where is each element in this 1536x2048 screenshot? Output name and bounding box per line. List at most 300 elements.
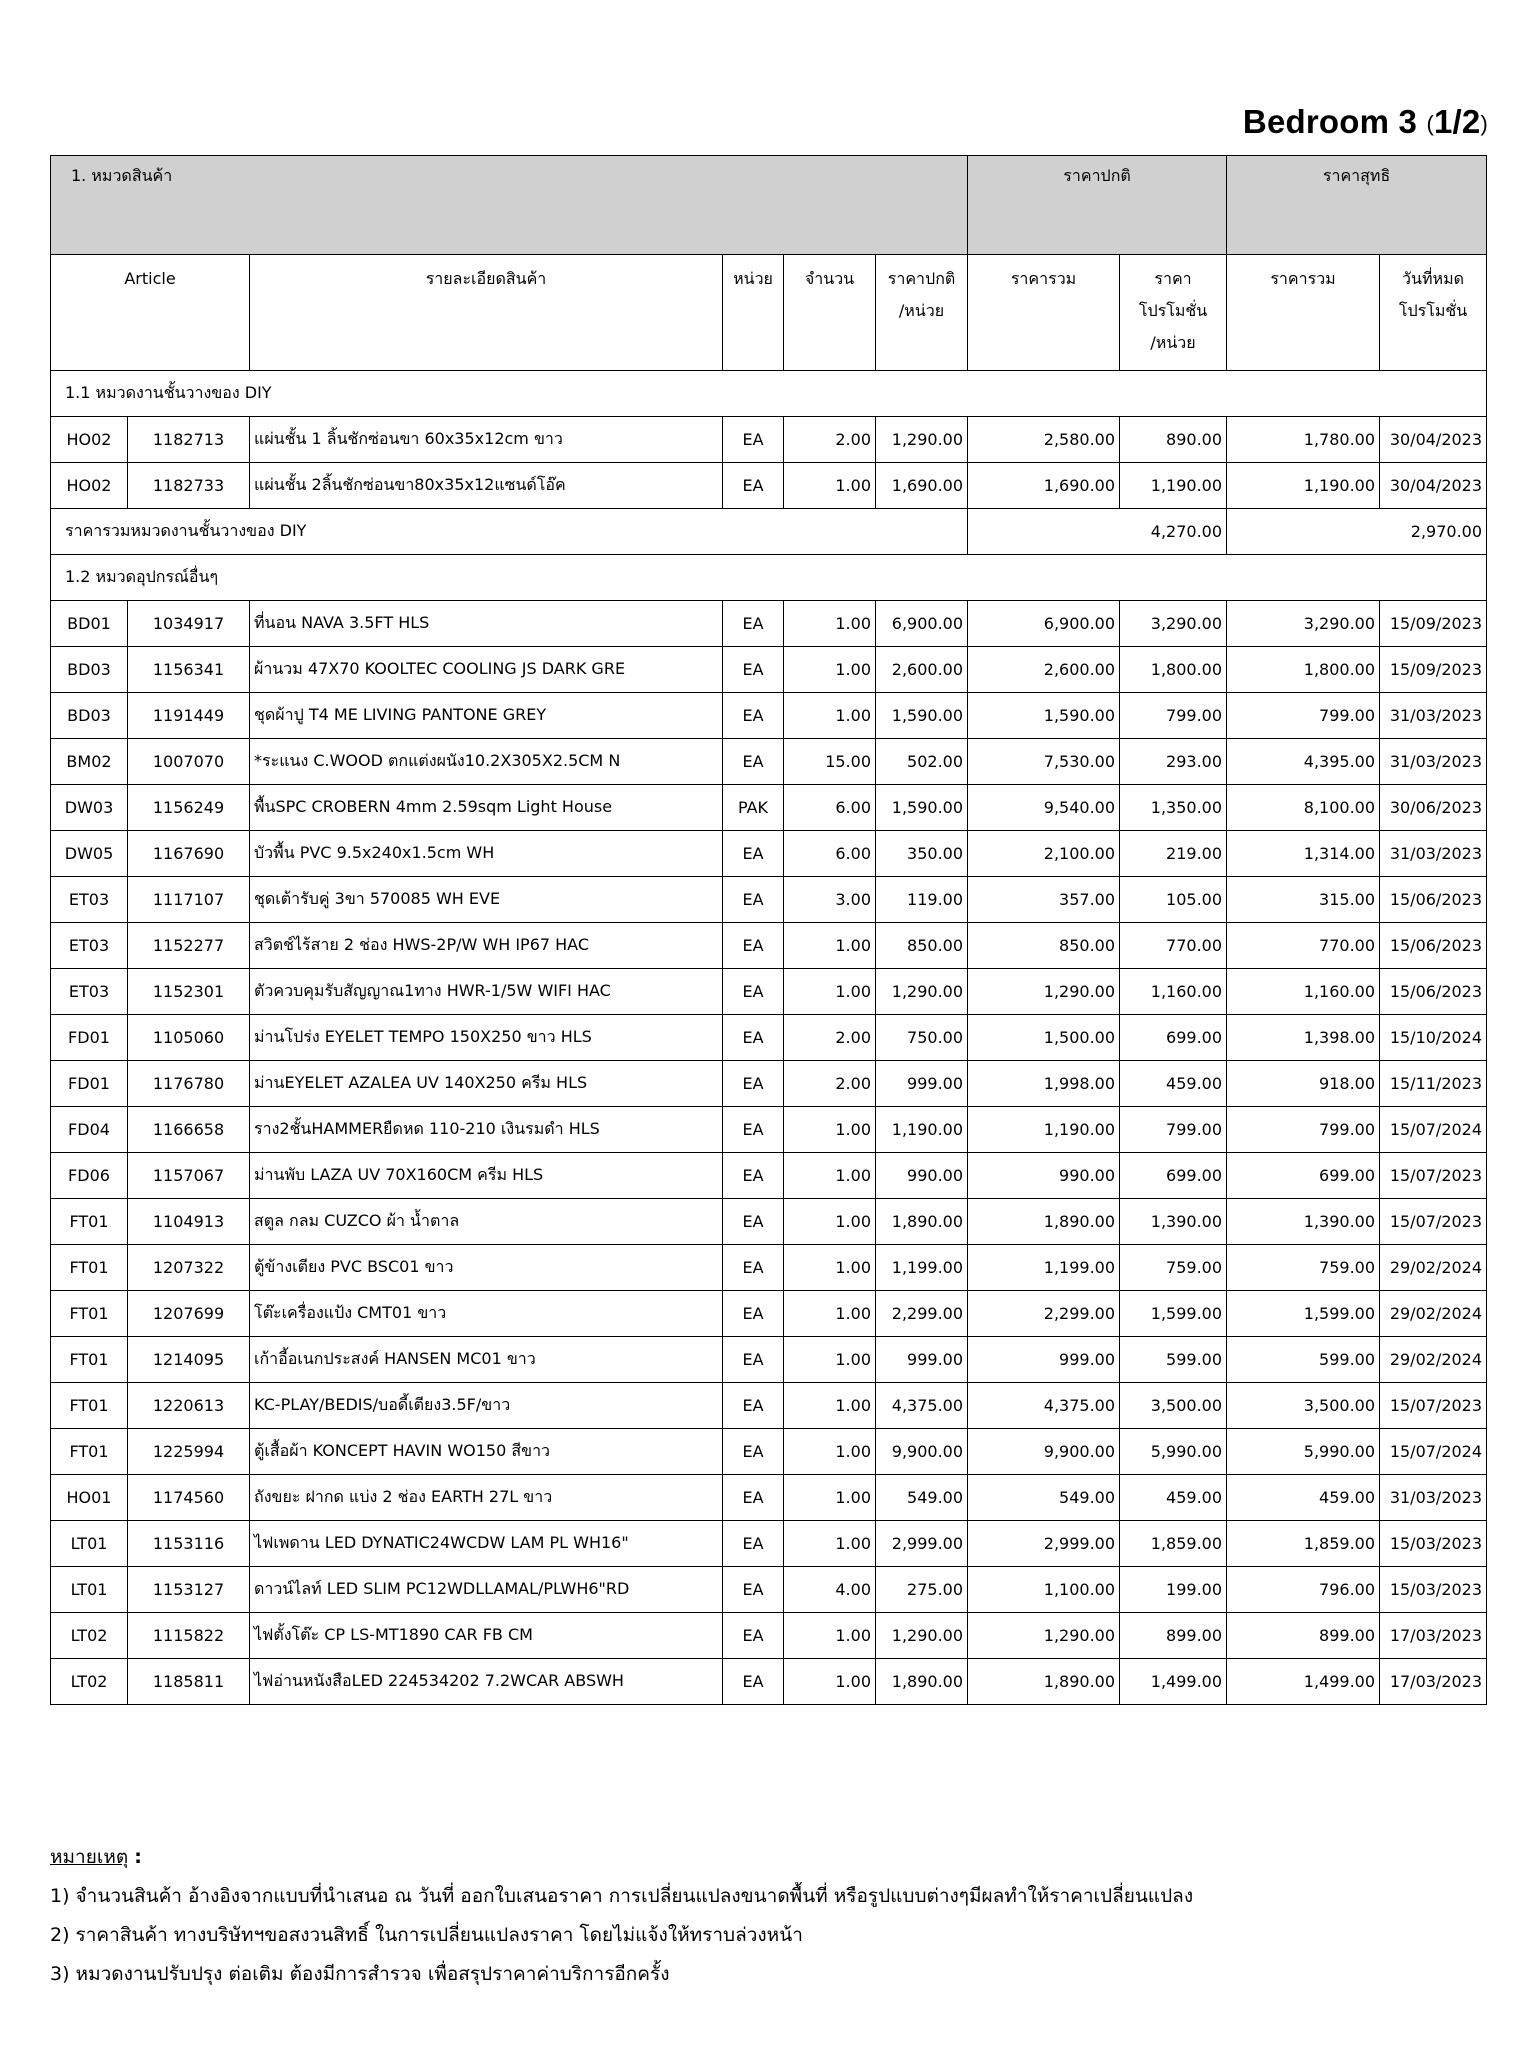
- category-label: 1. หมวดสินค้า: [51, 156, 968, 255]
- cell-description: แผ่นชั้น 1 ลิ้นชักซ่อนขา 60x35x12cm ขาว: [250, 417, 723, 463]
- net-price-group: ราคาสุทธิ: [1227, 156, 1487, 255]
- cell-unit: EA: [723, 1337, 784, 1383]
- cell-promo-price: 759.00: [1120, 1245, 1227, 1291]
- section-header: [51, 555, 1487, 601]
- cell-group: DW05: [51, 831, 128, 877]
- cell-quantity: 1.00: [784, 923, 876, 969]
- cell-group: FT01: [51, 1245, 128, 1291]
- table-row: [51, 1475, 1487, 1521]
- cell-unit: EA: [723, 1061, 784, 1107]
- cell-group: FD01: [51, 1061, 128, 1107]
- cell-promo-end: 15/06/2023: [1380, 969, 1487, 1015]
- cell-promo-end: 15/06/2023: [1380, 923, 1487, 969]
- table-row: [51, 1061, 1487, 1107]
- cell-total: 2,100.00: [968, 831, 1120, 877]
- subtotal-row: [51, 509, 1487, 555]
- cell-promo-end: 15/07/2023: [1380, 1199, 1487, 1245]
- cell-net-total: 3,290.00: [1227, 601, 1380, 647]
- cell-article: 1117107: [128, 877, 250, 923]
- cell-promo-end: 30/04/2023: [1380, 417, 1487, 463]
- cell-unit: EA: [723, 1245, 784, 1291]
- cell-unit-price: 502.00: [876, 739, 968, 785]
- cell-article: 1153127: [128, 1567, 250, 1613]
- cell-quantity: 1.00: [784, 969, 876, 1015]
- cell-promo-price: 5,990.00: [1120, 1429, 1227, 1475]
- cell-group: HO02: [51, 463, 128, 509]
- cell-description: KC-PLAY/BEDIS/บอดี้เตียง3.5F/ขาว: [250, 1383, 723, 1429]
- cell-promo-end: 15/03/2023: [1380, 1567, 1487, 1613]
- cell-promo-end: 30/04/2023: [1380, 463, 1487, 509]
- cell-description: ไฟตั้งโต๊ะ CP LS-MT1890 CAR FB CM: [250, 1613, 723, 1659]
- cell-net-total: 1,160.00: [1227, 969, 1380, 1015]
- cell-group: BD03: [51, 693, 128, 739]
- cell-article: 1157067: [128, 1153, 250, 1199]
- cell-unit: EA: [723, 1107, 784, 1153]
- cell-promo-price: 219.00: [1120, 831, 1227, 877]
- cell-group: FT01: [51, 1429, 128, 1475]
- cell-quantity: 1.00: [784, 601, 876, 647]
- cell-total: 2,600.00: [968, 647, 1120, 693]
- cell-total: 357.00: [968, 877, 1120, 923]
- cell-total: 9,540.00: [968, 785, 1120, 831]
- cell-quantity: 2.00: [784, 1061, 876, 1107]
- cell-quantity: 1.00: [784, 1153, 876, 1199]
- cell-total: 2,299.00: [968, 1291, 1120, 1337]
- col-net-total: ราคารวม: [1227, 255, 1380, 371]
- cell-unit: EA: [723, 1383, 784, 1429]
- cell-quantity: 1.00: [784, 1659, 876, 1705]
- cell-quantity: 1.00: [784, 1291, 876, 1337]
- cell-article: 1105060: [128, 1015, 250, 1061]
- cell-net-total: 1,780.00: [1227, 417, 1380, 463]
- cell-article: 1176780: [128, 1061, 250, 1107]
- cell-total: 1,190.00: [968, 1107, 1120, 1153]
- cell-quantity: 6.00: [784, 785, 876, 831]
- section-header: [51, 371, 1487, 417]
- table-row: [51, 1521, 1487, 1567]
- table-row: [51, 417, 1487, 463]
- cell-description: *ระแนง C.WOOD ตกแต่งผนัง10.2X305X2.5CM N: [250, 739, 723, 785]
- notes-heading: หมายเหตุ: [50, 1846, 129, 1868]
- cell-total: 549.00: [968, 1475, 1120, 1521]
- cell-unit-price: 1,290.00: [876, 1613, 968, 1659]
- cell-unit: EA: [723, 923, 784, 969]
- cell-quantity: 1.00: [784, 1383, 876, 1429]
- cell-total: 1,590.00: [968, 693, 1120, 739]
- table-row: [51, 693, 1487, 739]
- cell-promo-end: 29/02/2024: [1380, 1291, 1487, 1337]
- cell-group: BD03: [51, 647, 128, 693]
- cell-total: 1,500.00: [968, 1015, 1120, 1061]
- section-title: 1.1 หมวดงานชั้นวางของ DIY: [51, 371, 1487, 417]
- cell-promo-price: 599.00: [1120, 1337, 1227, 1383]
- table-row: [51, 1337, 1487, 1383]
- normal-price-group: ราคาปกติ: [968, 156, 1227, 255]
- cell-net-total: 1,599.00: [1227, 1291, 1380, 1337]
- cell-promo-end: 31/03/2023: [1380, 739, 1487, 785]
- cell-description: บัวพื้น PVC 9.5x240x1.5cm WH: [250, 831, 723, 877]
- cell-description: สวิตช์ไร้สาย 2 ช่อง HWS-2P/W WH IP67 HAC: [250, 923, 723, 969]
- cell-total: 1,890.00: [968, 1659, 1120, 1705]
- cell-group: FT01: [51, 1291, 128, 1337]
- table-row: [51, 601, 1487, 647]
- cell-total: 9,900.00: [968, 1429, 1120, 1475]
- cell-unit-price: 1,199.00: [876, 1245, 968, 1291]
- cell-unit-price: 1,290.00: [876, 417, 968, 463]
- table-row: [51, 785, 1487, 831]
- cell-net-total: 1,499.00: [1227, 1659, 1380, 1705]
- cell-article: 1220613: [128, 1383, 250, 1429]
- cell-article: 1034917: [128, 601, 250, 647]
- cell-quantity: 1.00: [784, 647, 876, 693]
- cell-article: 1182733: [128, 463, 250, 509]
- cell-promo-price: 459.00: [1120, 1061, 1227, 1107]
- cell-description: พื้นSPC CROBERN 4mm 2.59sqm Light House: [250, 785, 723, 831]
- cell-net-total: 918.00: [1227, 1061, 1380, 1107]
- cell-description: เก้าอี้อเนกประสงค์ HANSEN MC01 ขาว: [250, 1337, 723, 1383]
- col-promo-price: ราคา โปรโมชั่น /หน่วย: [1120, 255, 1227, 371]
- cell-promo-price: 459.00: [1120, 1475, 1227, 1521]
- cell-group: FD06: [51, 1153, 128, 1199]
- cell-promo-end: 29/02/2024: [1380, 1337, 1487, 1383]
- col-article: Article: [51, 255, 250, 371]
- cell-promo-end: 15/07/2024: [1380, 1107, 1487, 1153]
- quotation-table: [50, 155, 1487, 1705]
- cell-group: FT01: [51, 1383, 128, 1429]
- cell-article: 1152301: [128, 969, 250, 1015]
- cell-net-total: 1,398.00: [1227, 1015, 1380, 1061]
- cell-net-total: 3,500.00: [1227, 1383, 1380, 1429]
- cell-net-total: 770.00: [1227, 923, 1380, 969]
- cell-promo-end: 15/06/2023: [1380, 877, 1487, 923]
- cell-unit-price: 119.00: [876, 877, 968, 923]
- cell-description: ราง2ชั้นHAMMERยืดหด 110-210 เงินรมดำ HLS: [250, 1107, 723, 1153]
- table-row: [51, 463, 1487, 509]
- cell-description: ตู้ข้างเตียง PVC BSC01 ขาว: [250, 1245, 723, 1291]
- cell-promo-end: 17/03/2023: [1380, 1659, 1487, 1705]
- cell-quantity: 1.00: [784, 1337, 876, 1383]
- cell-unit: EA: [723, 831, 784, 877]
- cell-promo-end: 31/03/2023: [1380, 1475, 1487, 1521]
- cell-total: 4,375.00: [968, 1383, 1120, 1429]
- table-row: [51, 1153, 1487, 1199]
- section-title: 1.2 หมวดอุปกรณ์อื่นๆ: [51, 555, 1487, 601]
- cell-unit-price: 275.00: [876, 1567, 968, 1613]
- cell-net-total: 1,800.00: [1227, 647, 1380, 693]
- table-row: [51, 647, 1487, 693]
- cell-unit: EA: [723, 739, 784, 785]
- cell-net-total: 459.00: [1227, 1475, 1380, 1521]
- cell-unit-price: 2,600.00: [876, 647, 968, 693]
- cell-description: ผ้านวม 47X70 KOOLTEC COOLING JS DARK GRE: [250, 647, 723, 693]
- cell-net-total: 759.00: [1227, 1245, 1380, 1291]
- cell-net-total: 699.00: [1227, 1153, 1380, 1199]
- col-unit: หน่วย: [723, 255, 784, 371]
- cell-article: 1214095: [128, 1337, 250, 1383]
- cell-unit-price: 1,590.00: [876, 785, 968, 831]
- cell-description: ถังขยะ ฝากด แบ่ง 2 ช่อง EARTH 27L ขาว: [250, 1475, 723, 1521]
- cell-article: 1185811: [128, 1659, 250, 1705]
- col-quantity: จำนวน: [784, 255, 876, 371]
- cell-unit-price: 1,690.00: [876, 463, 968, 509]
- cell-quantity: 2.00: [784, 417, 876, 463]
- cell-quantity: 6.00: [784, 831, 876, 877]
- cell-promo-end: 31/03/2023: [1380, 693, 1487, 739]
- cell-promo-price: 105.00: [1120, 877, 1227, 923]
- cell-unit: EA: [723, 877, 784, 923]
- cell-description: โต๊ะเครื่องแป้ง CMT01 ขาว: [250, 1291, 723, 1337]
- cell-article: 1153116: [128, 1521, 250, 1567]
- cell-net-total: 1,190.00: [1227, 463, 1380, 509]
- cell-unit-price: 350.00: [876, 831, 968, 877]
- cell-unit: EA: [723, 1291, 784, 1337]
- cell-promo-end: 15/03/2023: [1380, 1521, 1487, 1567]
- cell-unit: EA: [723, 1475, 784, 1521]
- cell-article: 1166658: [128, 1107, 250, 1153]
- cell-group: BM02: [51, 739, 128, 785]
- cell-promo-price: 1,390.00: [1120, 1199, 1227, 1245]
- note-item: 1) จำนวนสินค้า อ้างอิงจากแบบที่นำเสนอ ณ วันที่ ออกใบเสนอราคา การเปลี่ยนแปลงขนาดพื้นที่ หรือรูปแบบต่างๆมีผลทำให้ราคาเปลี่ยนแปลง: [50, 1885, 1194, 1907]
- cell-article: 1207322: [128, 1245, 250, 1291]
- cell-total: 1,890.00: [968, 1199, 1120, 1245]
- cell-unit: EA: [723, 1015, 784, 1061]
- cell-description: ที่นอน NAVA 3.5FT HLS: [250, 601, 723, 647]
- cell-promo-end: 31/03/2023: [1380, 831, 1487, 877]
- cell-promo-price: 699.00: [1120, 1153, 1227, 1199]
- cell-unit-price: 750.00: [876, 1015, 968, 1061]
- cell-description: ไฟเพดาน LED DYNATIC24WCDW LAM PL WH16": [250, 1521, 723, 1567]
- cell-total: 1,290.00: [968, 969, 1120, 1015]
- cell-promo-end: 15/11/2023: [1380, 1061, 1487, 1107]
- cell-total: 850.00: [968, 923, 1120, 969]
- cell-net-total: 1,390.00: [1227, 1199, 1380, 1245]
- cell-unit-price: 999.00: [876, 1337, 968, 1383]
- cell-net-total: 1,314.00: [1227, 831, 1380, 877]
- note-item: 3) หมวดงานปรับปรุง ต่อเติม ต้องมีการสำรวจ เพื่อสรุปราคาค่าบริการอีกครั้ง: [50, 1963, 670, 1985]
- cell-quantity: 1.00: [784, 1245, 876, 1291]
- note-item: 2) ราคาสินค้า ทางบริษัทฯขอสงวนสิทธิ์ ในการเปลี่ยนแปลงราคา โดยไม่แจ้งให้ทราบล่วงหน้า: [50, 1924, 803, 1946]
- cell-quantity: 3.00: [784, 877, 876, 923]
- cell-net-total: 599.00: [1227, 1337, 1380, 1383]
- cell-unit: EA: [723, 969, 784, 1015]
- cell-unit-price: 6,900.00: [876, 601, 968, 647]
- cell-unit-price: 850.00: [876, 923, 968, 969]
- cell-unit-price: 9,900.00: [876, 1429, 968, 1475]
- subtotal-net-total: 2,970.00: [1227, 509, 1487, 555]
- cell-total: 7,530.00: [968, 739, 1120, 785]
- table-row: [51, 1107, 1487, 1153]
- subtotal-label: ราคารวมหมวดงานชั้นวางของ DIY: [51, 509, 968, 555]
- table-row: [51, 1245, 1487, 1291]
- cell-article: 1182713: [128, 417, 250, 463]
- cell-net-total: 315.00: [1227, 877, 1380, 923]
- cell-promo-price: 3,290.00: [1120, 601, 1227, 647]
- cell-description: ตู้เสื้อผ้า KONCEPT HAVIN WO150 สีขาว: [250, 1429, 723, 1475]
- cell-article: 1225994: [128, 1429, 250, 1475]
- page-indicator: 1/2: [1433, 103, 1481, 140]
- cell-quantity: 15.00: [784, 739, 876, 785]
- table-row: [51, 1567, 1487, 1613]
- cell-total: 6,900.00: [968, 601, 1120, 647]
- cell-article: 1191449: [128, 693, 250, 739]
- cell-total: 999.00: [968, 1337, 1120, 1383]
- cell-net-total: 4,395.00: [1227, 739, 1380, 785]
- cell-net-total: 796.00: [1227, 1567, 1380, 1613]
- cell-description: สตูล กลม CUZCO ผ้า น้ำตาล: [250, 1199, 723, 1245]
- cell-net-total: 5,990.00: [1227, 1429, 1380, 1475]
- cell-promo-end: 30/06/2023: [1380, 785, 1487, 831]
- cell-total: 1,690.00: [968, 463, 1120, 509]
- cell-group: LT01: [51, 1567, 128, 1613]
- cell-unit: EA: [723, 601, 784, 647]
- cell-promo-price: 890.00: [1120, 417, 1227, 463]
- cell-unit-price: 1,190.00: [876, 1107, 968, 1153]
- cell-promo-end: 29/02/2024: [1380, 1245, 1487, 1291]
- cell-net-total: 8,100.00: [1227, 785, 1380, 831]
- cell-promo-price: 1,160.00: [1120, 969, 1227, 1015]
- cell-promo-end: 15/10/2024: [1380, 1015, 1487, 1061]
- cell-group: HO01: [51, 1475, 128, 1521]
- cell-unit-price: 990.00: [876, 1153, 968, 1199]
- cell-article: 1156341: [128, 647, 250, 693]
- cell-unit-price: 549.00: [876, 1475, 968, 1521]
- cell-article: 1167690: [128, 831, 250, 877]
- category-header-row: [51, 156, 1487, 255]
- cell-total: 1,199.00: [968, 1245, 1120, 1291]
- cell-unit: EA: [723, 417, 784, 463]
- cell-description: ชุดเต้ารับคู่ 3ขา 570085 WH EVE: [250, 877, 723, 923]
- cell-quantity: 1.00: [784, 463, 876, 509]
- col-description: รายละเอียดสินค้า: [250, 255, 723, 371]
- cell-description: ชุดผ้าปู T4 ME LIVING PANTONE GREY: [250, 693, 723, 739]
- cell-promo-price: 1,859.00: [1120, 1521, 1227, 1567]
- cell-total: 2,580.00: [968, 417, 1120, 463]
- cell-unit: EA: [723, 463, 784, 509]
- table-row: [51, 1613, 1487, 1659]
- cell-article: 1115822: [128, 1613, 250, 1659]
- cell-unit-price: 1,590.00: [876, 693, 968, 739]
- cell-unit-price: 1,290.00: [876, 969, 968, 1015]
- table-row: [51, 969, 1487, 1015]
- cell-promo-price: 899.00: [1120, 1613, 1227, 1659]
- page-title: Bedroom 3 (1/2): [1242, 103, 1488, 140]
- cell-promo-price: 1,350.00: [1120, 785, 1227, 831]
- cell-promo-price: 1,190.00: [1120, 463, 1227, 509]
- cell-promo-price: 799.00: [1120, 693, 1227, 739]
- cell-unit: EA: [723, 1199, 784, 1245]
- cell-promo-end: 17/03/2023: [1380, 1613, 1487, 1659]
- cell-unit-price: 1,890.00: [876, 1659, 968, 1705]
- cell-description: แผ่นชั้น 2ลิ้นชักซ่อนขา80x35x12แซนด์โอ๊ค: [250, 463, 723, 509]
- col-total: ราคารวม: [968, 255, 1120, 371]
- cell-promo-end: 15/07/2024: [1380, 1429, 1487, 1475]
- cell-unit-price: 999.00: [876, 1061, 968, 1107]
- cell-unit-price: 1,890.00: [876, 1199, 968, 1245]
- col-unit-price: ราคาปกติ /หน่วย: [876, 255, 968, 371]
- cell-unit: EA: [723, 1429, 784, 1475]
- cell-description: ตัวควบคุมรับสัญญาณ1ทาง HWR-1/5W WIFI HAC: [250, 969, 723, 1015]
- cell-group: FD04: [51, 1107, 128, 1153]
- cell-quantity: 4.00: [784, 1567, 876, 1613]
- table-row: [51, 831, 1487, 877]
- cell-unit-price: 2,299.00: [876, 1291, 968, 1337]
- cell-total: 2,999.00: [968, 1521, 1120, 1567]
- table-row: [51, 923, 1487, 969]
- cell-article: 1207699: [128, 1291, 250, 1337]
- cell-promo-price: 770.00: [1120, 923, 1227, 969]
- cell-promo-price: 799.00: [1120, 1107, 1227, 1153]
- table-row: [51, 1383, 1487, 1429]
- cell-unit: EA: [723, 1153, 784, 1199]
- cell-quantity: 2.00: [784, 1015, 876, 1061]
- cell-article: 1152277: [128, 923, 250, 969]
- cell-unit: EA: [723, 1659, 784, 1705]
- cell-quantity: 1.00: [784, 1107, 876, 1153]
- cell-group: DW03: [51, 785, 128, 831]
- cell-total: 1,998.00: [968, 1061, 1120, 1107]
- cell-group: BD01: [51, 601, 128, 647]
- cell-total: 1,290.00: [968, 1613, 1120, 1659]
- cell-group: ET03: [51, 877, 128, 923]
- cell-net-total: 799.00: [1227, 693, 1380, 739]
- cell-quantity: 1.00: [784, 1475, 876, 1521]
- cell-article: 1174560: [128, 1475, 250, 1521]
- cell-group: LT02: [51, 1613, 128, 1659]
- cell-quantity: 1.00: [784, 1521, 876, 1567]
- col-promo-end: วันที่หมด โปรโมชั่น: [1380, 255, 1487, 371]
- cell-article: 1156249: [128, 785, 250, 831]
- cell-promo-price: 1,800.00: [1120, 647, 1227, 693]
- cell-group: LT02: [51, 1659, 128, 1705]
- cell-unit: EA: [723, 693, 784, 739]
- cell-promo-price: 293.00: [1120, 739, 1227, 785]
- cell-article: 1104913: [128, 1199, 250, 1245]
- table-row: [51, 1291, 1487, 1337]
- cell-promo-price: 699.00: [1120, 1015, 1227, 1061]
- cell-net-total: 899.00: [1227, 1613, 1380, 1659]
- table-row: [51, 1659, 1487, 1705]
- cell-description: ม่านพับ LAZA UV 70X160CM ครีม HLS: [250, 1153, 723, 1199]
- cell-group: FT01: [51, 1199, 128, 1245]
- cell-article: 1007070: [128, 739, 250, 785]
- cell-quantity: 1.00: [784, 1613, 876, 1659]
- table-row: [51, 1429, 1487, 1475]
- cell-net-total: 1,859.00: [1227, 1521, 1380, 1567]
- column-header-row: [51, 255, 1487, 371]
- cell-unit: EA: [723, 1521, 784, 1567]
- cell-group: ET03: [51, 923, 128, 969]
- table-row: [51, 1199, 1487, 1245]
- cell-total: 990.00: [968, 1153, 1120, 1199]
- cell-promo-end: 15/07/2023: [1380, 1383, 1487, 1429]
- cell-group: FD01: [51, 1015, 128, 1061]
- cell-promo-price: 1,599.00: [1120, 1291, 1227, 1337]
- cell-unit: EA: [723, 1567, 784, 1613]
- subtotal-total: 4,270.00: [968, 509, 1227, 555]
- cell-unit: PAK: [723, 785, 784, 831]
- table-row: [51, 1015, 1487, 1061]
- cell-promo-end: 15/07/2023: [1380, 1153, 1487, 1199]
- cell-description: ดาวน์ไลท์ LED SLIM PC12WDLLAMAL/PLWH6"RD: [250, 1567, 723, 1613]
- cell-quantity: 1.00: [784, 693, 876, 739]
- cell-unit-price: 2,999.00: [876, 1521, 968, 1567]
- cell-promo-price: 199.00: [1120, 1567, 1227, 1613]
- cell-total: 1,100.00: [968, 1567, 1120, 1613]
- cell-group: LT01: [51, 1521, 128, 1567]
- notes: หมายเหตุ : 1) จำนวนสินค้า อ้างอิงจากแบบที่นำเสนอ ณ วันที่ ออกใบเสนอราคา การเปลี่ยนแปลงขนาดพื้นที่ หรือรูปแบบต่างๆมีผลทำให้ราคาเปลี่ยนแปลง 2) ราคาสินค้า ทางบริษัทฯขอสงวนสิทธิ์ ในการเปลี่ยนแปลงราคา โดยไม่แจ้งให้ทราบล่วงหน้า 3) หมวดงานปรับปรุง ต่อเติม ต้องมีการสำรวจ เพื่อสรุปราคาค่าบริการอีกครั้ง: [50, 1838, 1193, 1994]
- cell-quantity: 1.00: [784, 1199, 876, 1245]
- cell-promo-end: 15/09/2023: [1380, 647, 1487, 693]
